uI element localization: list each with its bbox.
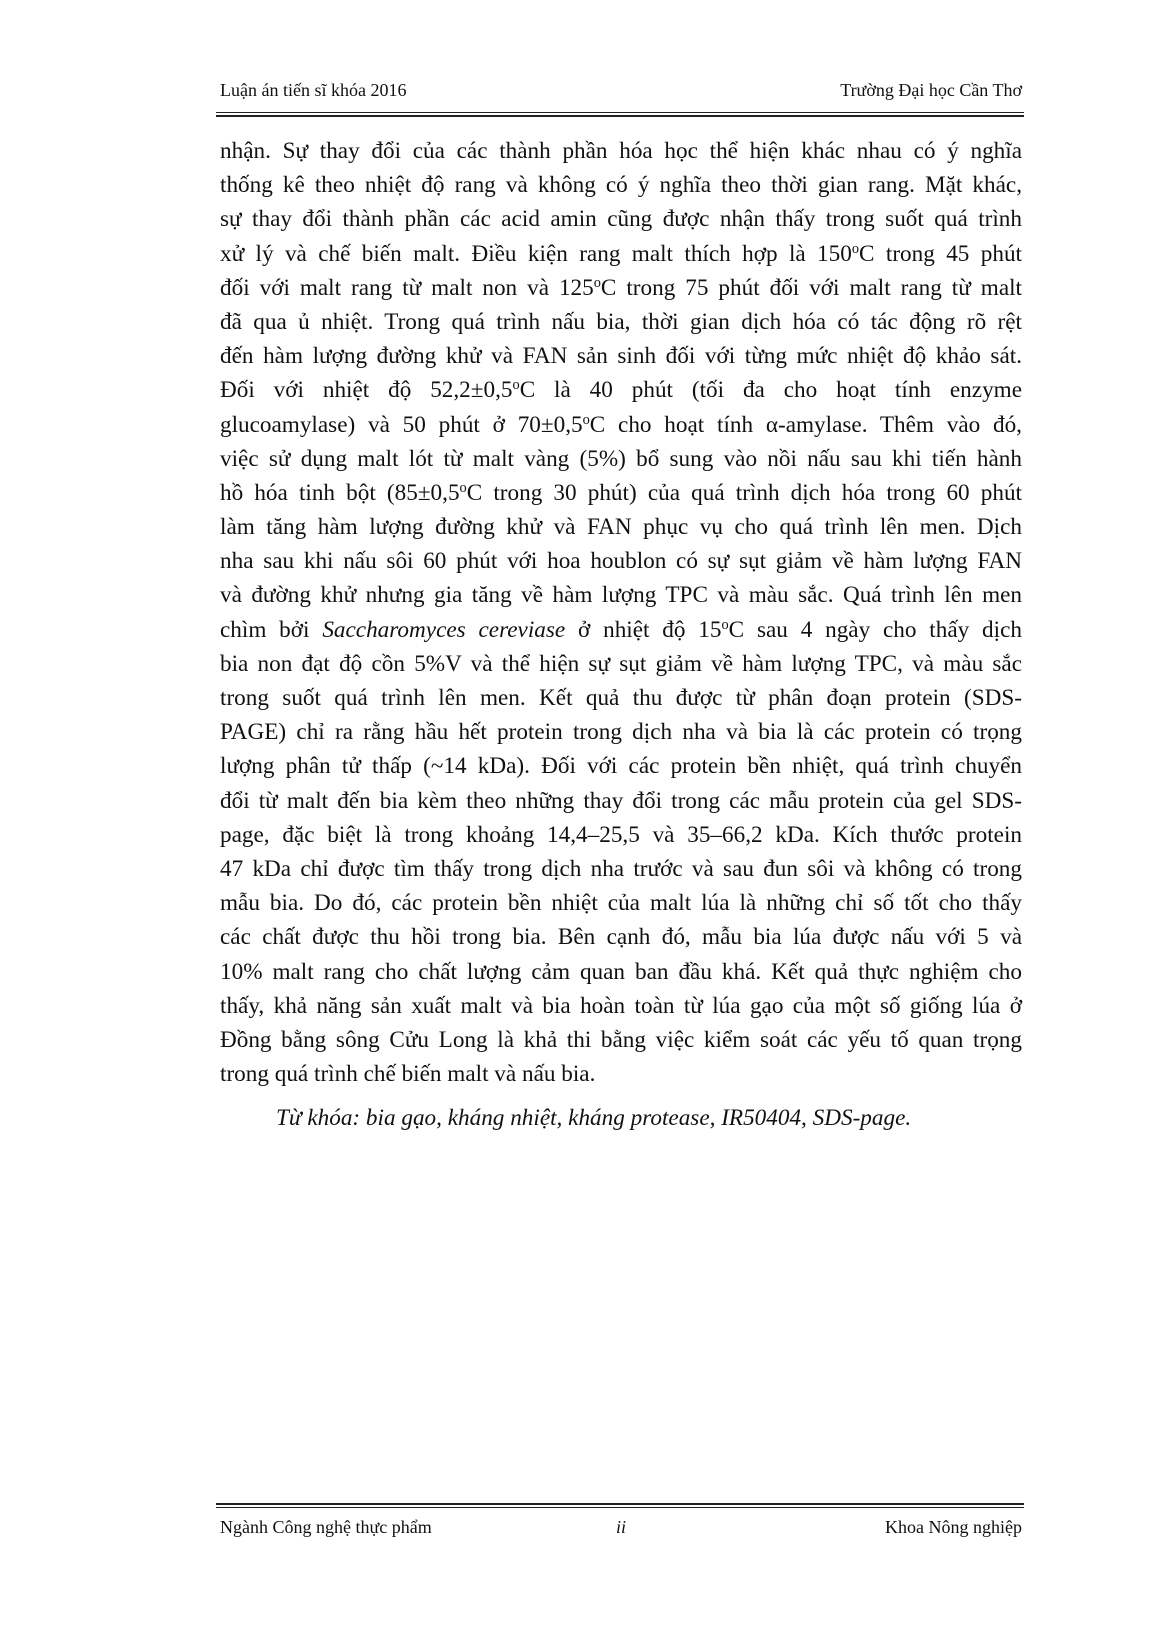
abstract-line: đã qua ủ nhiệt. Trong quá trình nấu bia, thời gian dịch hóa có tác động rõ rệt [220,308,1022,335]
page-header [220,80,1022,110]
keywords-line: Từ khóa: bia gạo, kháng nhiệt, kháng protease, IR50404, SDS-page. [276,1105,912,1131]
abstract-line: và đường khử nhưng gia tăng về hàm lượng TPC và màu sắc. Quá trình lên men [220,582,1022,609]
page-number: ii [615,1517,626,1537]
footer-faculty: Khoa Nông nghiệp [885,1517,1022,1537]
abstract-line: 10% malt rang cho chất lượng cảm quan ban đầu khá. Kết quả thực nghiệm cho [220,958,1022,985]
abstract-line: xử lý và chế biến malt. Điều kiện rang malt thích hợp là 150$^o$C trong 45 phút [220,240,1022,267]
abstract-body [220,134,1022,1091]
abstract-line: Đồng bằng sông Cửu Long là khả thi bằng việc kiểm soát các yếu tố quan trọng [220,1026,1022,1053]
abstract-line: page, đặc biệt là trong khoảng 14,4–25,5 và 35–66,2 kDa. Kích thước protein [220,821,1022,848]
abstract-line: glucoamylase) và 50 phút ở $70\pm 0,5^oC$ cho hoạt tính α-amylase. Thêm vào đó, [220,411,1022,438]
footer-major: Ngành Công nghệ thực phẩm [220,1517,432,1537]
abstract-line: trong quá trình chế biến malt và nấu bia. [220,1061,596,1088]
abstract-line: đổi từ malt đến bia kèm theo những thay đổi trong các mẫu protein của gel SDS- [220,787,1022,814]
abstract-line: đến hàm lượng đường khử và FAN sản sinh đối với từng mức nhiệt độ khảo sát. [220,343,1022,370]
abstract-line: hồ hóa tinh bột ($85\pm 0,5^oC$ trong 30 phút) của quá trình dịch hóa trong 60 phút [220,479,1022,506]
header-university: Trường Đại học Cần Thơ [840,80,1022,100]
abstract-line: các chất được thu hồi trong bia. Bên cạnh đó, mẫu bia lúa được nấu với 5 và [220,924,1022,951]
abstract-line: Đối với nhiệt độ $52,2\pm 0,5^oC$ là 40 phút (tối đa cho hoạt tính enzyme [220,377,1022,404]
abstract-line: 47 kDa chỉ được tìm thấy trong dịch nha trước và sau đun sôi và không có trong [220,855,1022,882]
abstract-line: thống kê theo nhiệt độ rang và không có ý nghĩa theo thời gian rang. Mặt khác, [220,172,1022,199]
abstract-line: sự thay đổi thành phần các acid amin cũng được nhận thấy trong suốt quá trình [220,206,1022,233]
abstract-line: việc sử dụng malt lót từ malt vàng (5%) bổ sung vào nồi nấu sau khi tiến hành [220,445,1022,472]
header-divider [216,112,1024,117]
abstract-line: làm tăng hàm lượng đường khử và FAN phục vụ cho quá trình lên men. Dịch [220,514,1022,541]
abstract-line: trong suốt quá trình lên men. Kết quả thu được từ phân đoạn protein (SDS- [220,685,1022,711]
footer-divider [216,1503,1024,1508]
abstract-line: lượng phân tử thấp (~14 kDa). Đối với các protein bền nhiệt, quá trình chuyển [220,753,1022,780]
abstract-line: chìm bởi Saccharomyces cereviase ở nhiệt độ 15$^o$C sau 4 ngày cho thấy dịch [220,616,1022,643]
abstract-line: mẫu bia. Do đó, các protein bền nhiệt của malt lúa là những chỉ số tốt cho thấy [220,890,1022,917]
abstract-line: nhận. Sự thay đổi của các thành phần hóa học thể hiện khác nhau có ý nghĩa [220,138,1022,164]
abstract-line: đối với malt rang từ malt non và 125$^o$C trong 75 phút đối với malt rang từ malt [220,274,1022,301]
header-thesis-title: Luận án tiến sĩ khóa 2016 [220,80,407,100]
abstract-line: nha sau khi nấu sôi 60 phút với hoa houblon có sự sụt giảm về hàm lượng FAN [220,548,1022,575]
abstract-line: thấy, khả năng sản xuất malt và bia hoàn toàn từ lúa gạo của một số giống lúa ở [220,992,1022,1019]
abstract-line: PAGE) chỉ ra rằng hầu hết protein trong dịch nha và bia là các protein có trọng [220,719,1022,746]
page-footer [220,1517,1022,1547]
abstract-line: bia non đạt độ cồn 5%V và thể hiện sự sụt giảm về hàm lượng TPC, và màu sắc [220,650,1022,677]
